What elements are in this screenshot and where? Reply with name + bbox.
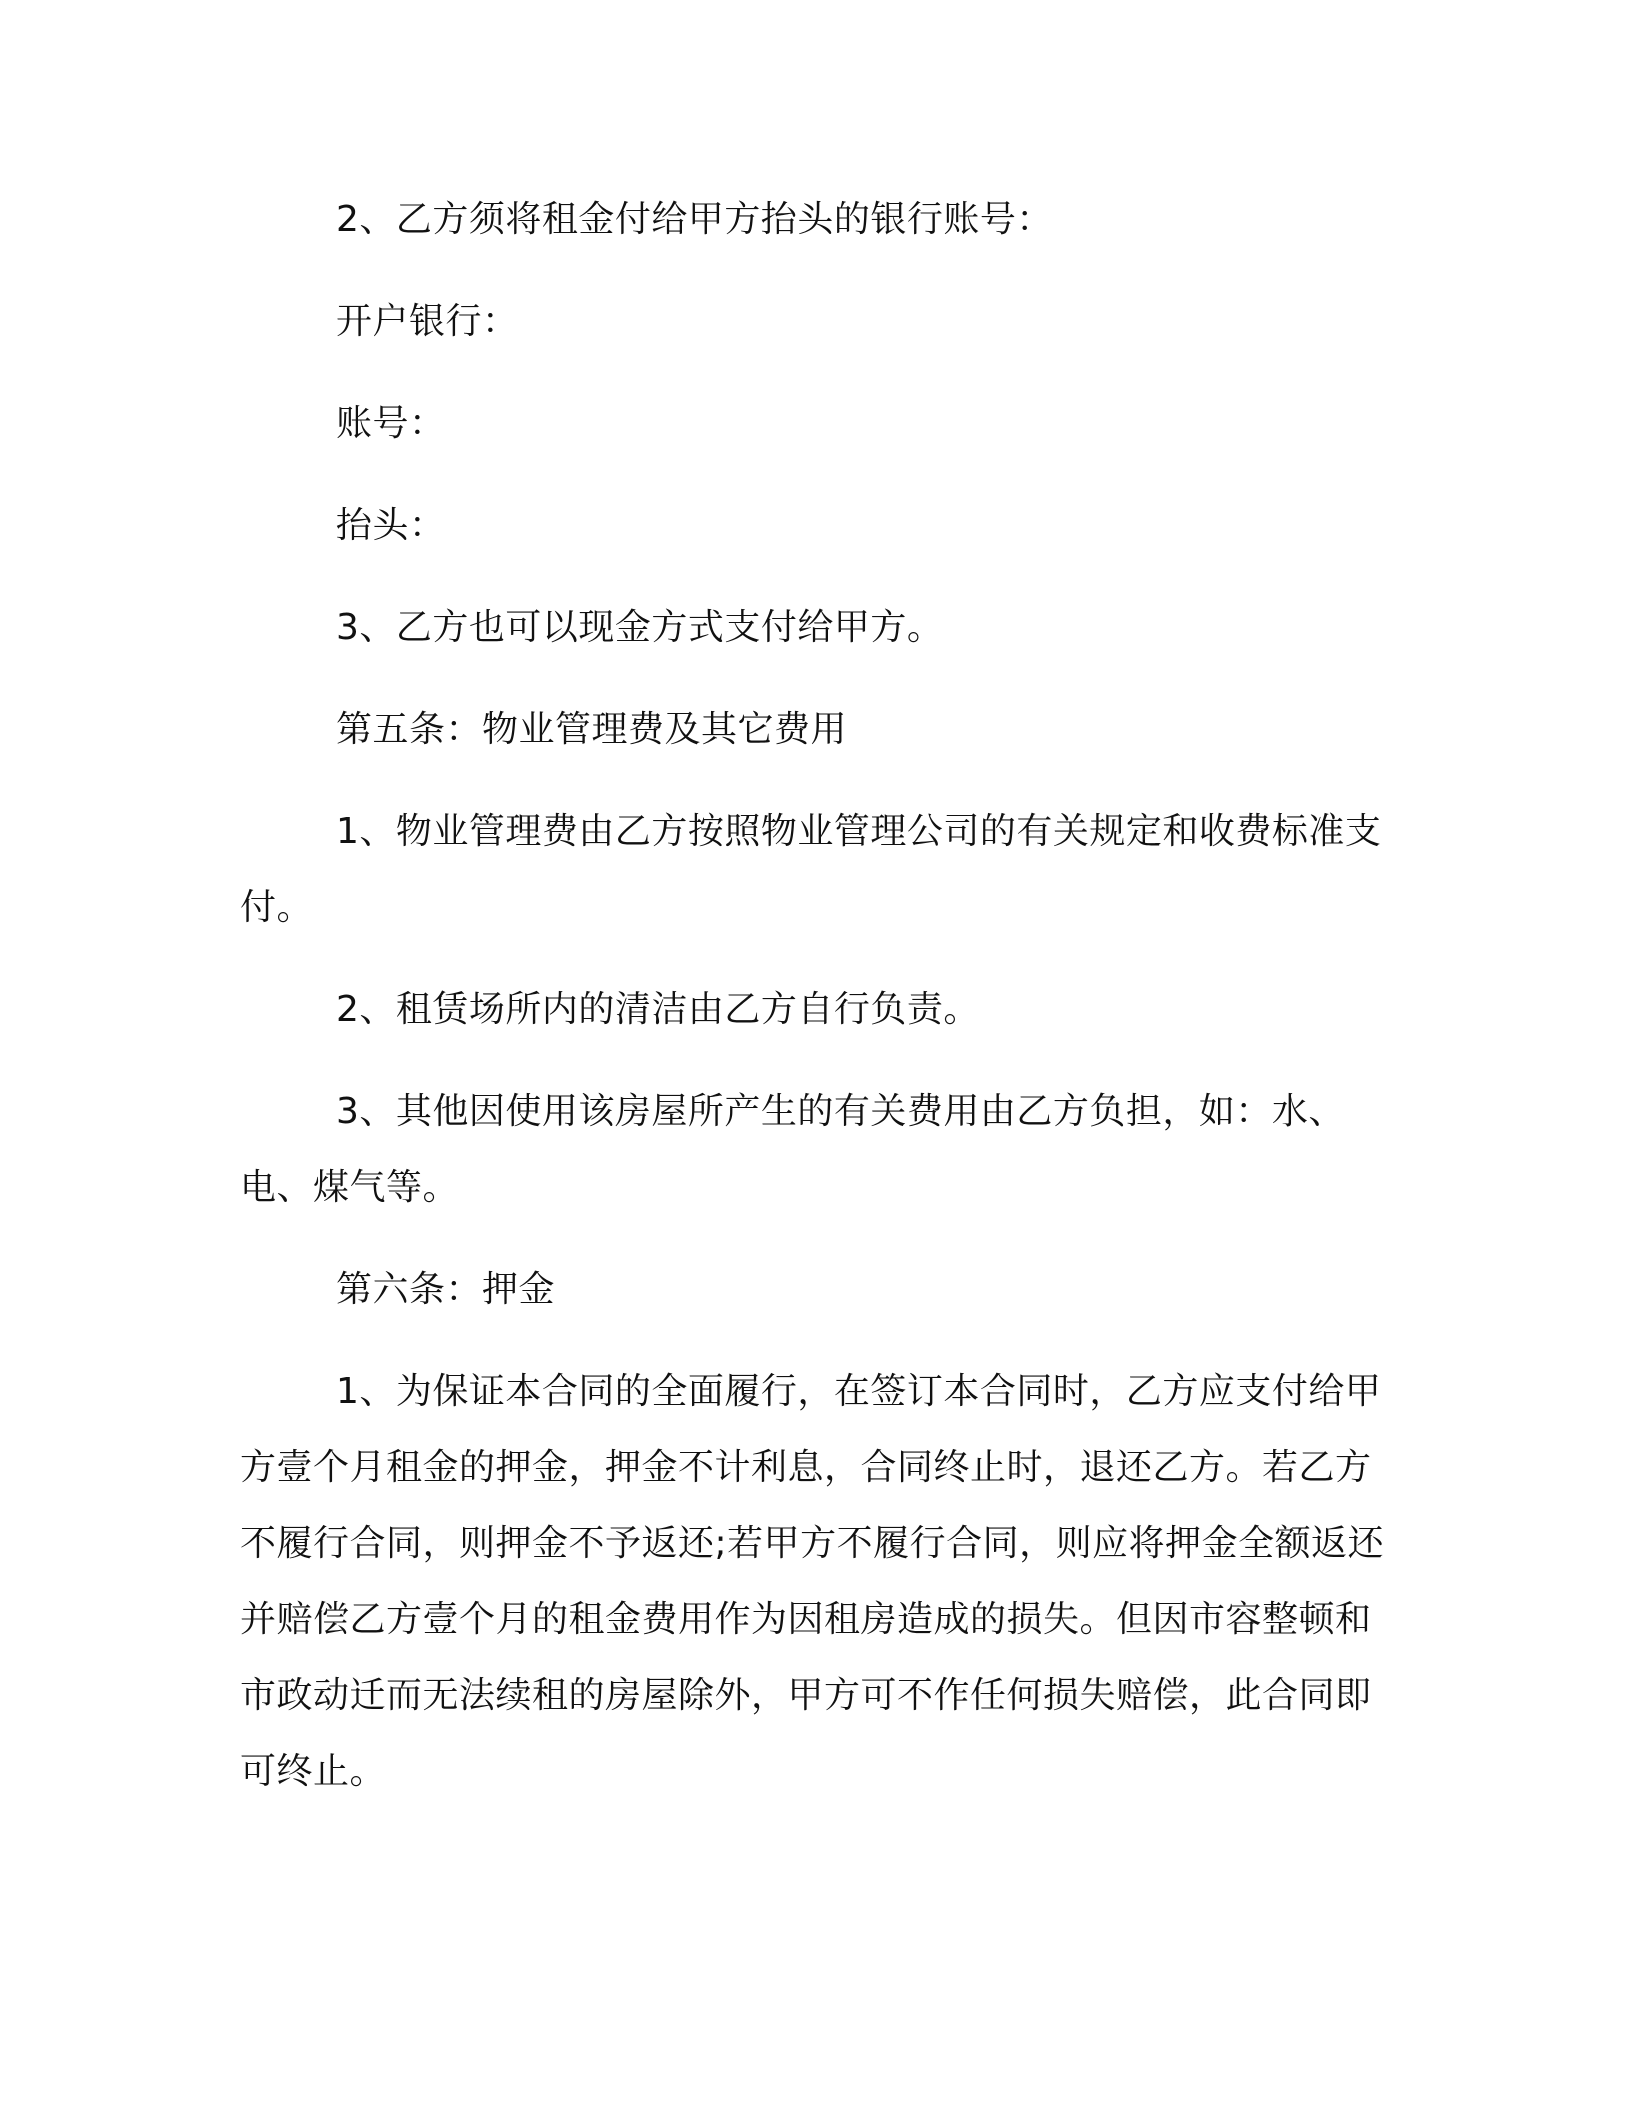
paragraph-cash-payment: 3、乙方也可以现金方式支付给甲方。 xyxy=(336,607,944,648)
paragraph-bank-account-clause: 2、乙方须将租金付给甲方抬头的银行账号： xyxy=(336,199,1053,240)
paragraph-bank-name: 开户银行： xyxy=(336,301,519,342)
paragraph-property-fee: 1、物业管理费由乙方按照物业管理公司的有关规定和收费标准支付。 xyxy=(240,811,1382,928)
article-five-heading: 第五条：物业管理费及其它费用 xyxy=(336,709,848,750)
paragraph-other-fees: 3、其他因使用该房屋所产生的有关费用由乙方负担，如：水、电、煤气等。 xyxy=(240,1091,1345,1208)
paragraph-deposit: 1、为保证本合同的全面履行，在签订本合同时，乙方应支付给甲方壹个月租金的押金，押金不计利息，合同终止时，退还乙方。若乙方不履行合同，则押金不予返还;若甲方不履行合同，则应将押金全额返还并赔偿乙方壹个月的租金费用作为因租房造成的损失。但因市容整顿和市政动迁而无法续租的房屋除外，甲方可不作任何损失赔偿，此合同即可终止。 xyxy=(240,1371,1385,1792)
paragraph-cleaning: 2、租赁场所内的清洁由乙方自行负责。 xyxy=(336,989,980,1030)
article-six-heading: 第六条：押金 xyxy=(336,1269,556,1310)
document-page xyxy=(240,0,1392,2112)
paragraph-account-number: 账号： xyxy=(336,403,446,444)
paragraph-account-title: 抬头： xyxy=(336,505,446,546)
